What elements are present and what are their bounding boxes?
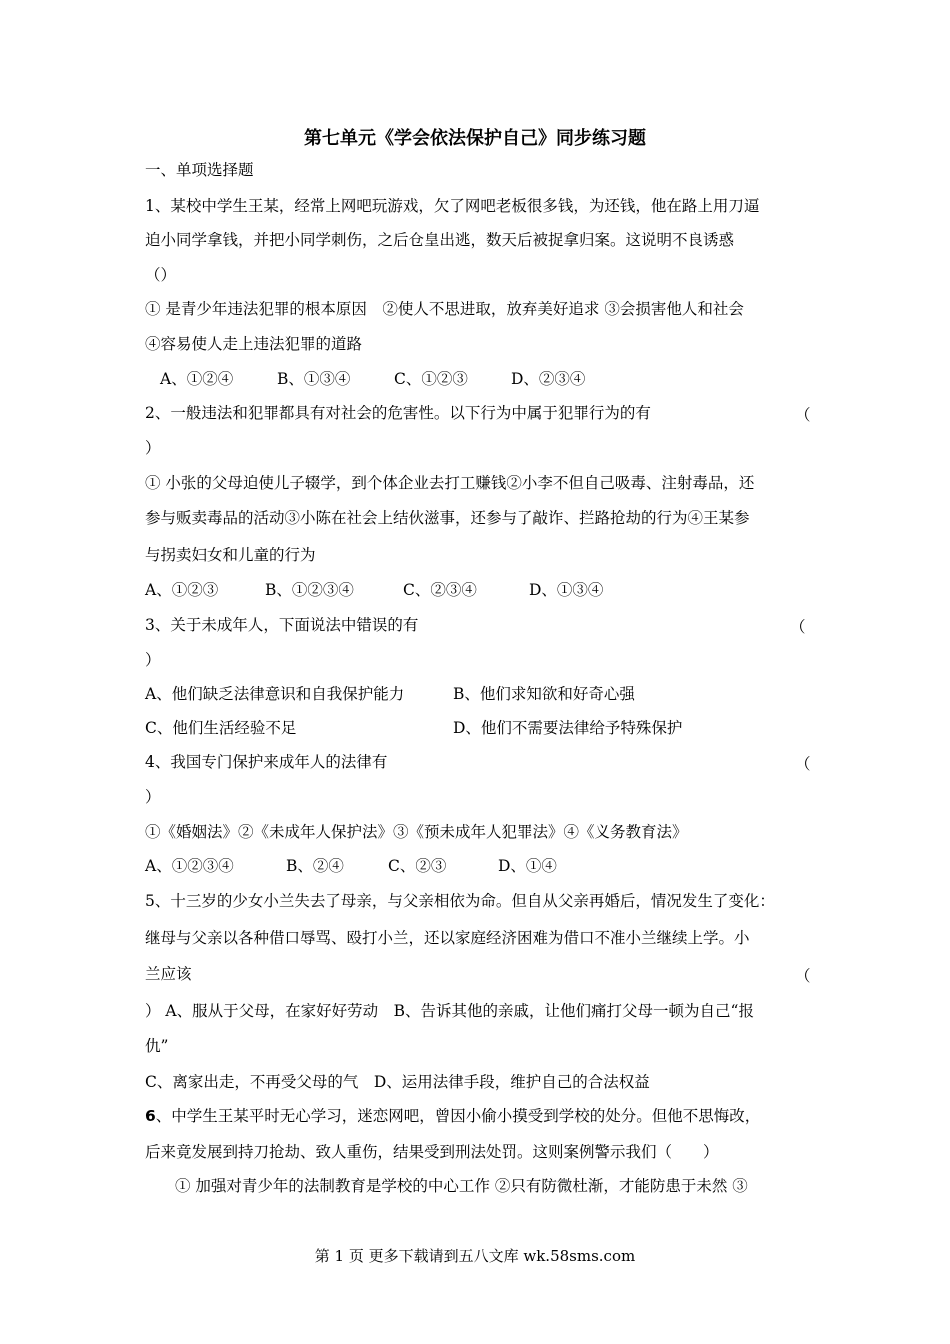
q1-option-d: D、②③④ [511,370,586,388]
page-footer: 第 1 页 更多下载请到五八文库 wk.58sms.com [314,1247,636,1265]
section-heading: 一、单项选择题 [145,161,254,179]
q2-line4: 参与贩卖毒品的活动③小陈在社会上结伙滋事，还参与了敲诈、拦路抢劫的行为④王某参 [145,509,750,527]
q6-line2: 后来竟发展到持刀抢劫、致人重伤，结果受到刑法处罚。这则案例警示我们（ ） [145,1143,719,1161]
q5-line6: C、离家出走，不再受父母的气 D、运用法律手段，维护自己的合法权益 [145,1073,650,1091]
page-title: 第七单元《学会依法保护自己》同步练习题 [304,128,646,149]
q5-line5: 仇” [145,1037,169,1055]
q3-paren-open: （ [790,618,806,636]
q4-option-c: C、②③ [388,857,447,875]
q5-line4: ） A、服从于父母，在家好好劳动 B、告诉其他的亲戚，让他们痛打父母一顿为自己“报 [145,1002,754,1020]
q1-line3: （） [145,266,177,284]
q5-line2: 继母与父亲以各种借口辱骂、殴打小兰，还以家庭经济困难为借口不准小兰继续上学。小 [145,929,750,947]
q4-line1: 4、我国专门保护来成年人的法律有 [145,753,388,771]
q4-line3: ①《婚姻法》②《未成年人保护法》③《预未成年人犯罪法》④《义务教育法》 [145,823,688,841]
q1-option-c: C、①②③ [394,370,468,388]
q1-line4: ① 是青少年违法犯罪的根本原因 ②使人不思进取，放弃美好追求 ③会损害他人和社会 [145,300,744,318]
q2-line5: 与拐卖妇女和儿童的行为 [145,546,316,564]
q2-line3: ① 小张的父母迫使儿子辍学，到个体企业去打工赚钱②小李不但自己吸毒、注射毒品，还 [145,474,755,492]
q3-option-c: C、他们生活经验不足 [145,719,297,737]
q4-options [145,856,557,876]
q5-line1: 5、十三岁的少女小兰失去了母亲，与父亲相依为命。但自从父亲再婚后，情况发生了变化： [145,892,775,910]
q1-option-a: A、①②④ [160,370,234,388]
q6-line1-text: 、中学生王某平时无心学习，迷恋网吧，曾因小偷小摸受到学校的处分。但他不思悔改， [155,1107,761,1125]
q4-paren-close: ） [145,788,161,806]
q4-option-b: B、②④ [286,857,344,875]
q4-paren-open: （ [795,755,811,773]
q5-paren-open: （ [795,967,811,985]
q3-option-b: B、他们求知欲和好奇心强 [453,685,635,703]
q2-paren-open: （ [795,406,811,424]
q3-option-d: D、他们不需要法律给予特殊保护 [453,719,683,737]
q2-paren-close: ） [145,439,161,457]
q1-line2: 迫小同学拿钱，并把小同学刺伤，之后仓皇出逃，数天后被捉拿归案。这说明不良诱惑 [145,231,735,249]
q1-line5: ④容易使人走上违法犯罪的道路 [145,335,363,353]
q3-paren-close: ） [145,651,161,669]
q2-option-d: D、①③④ [529,581,604,599]
q4-option-d: D、①④ [498,857,557,875]
q6-number: 6 [145,1107,156,1125]
q3-line1: 3、关于未成年人，下面说法中错误的有 [145,616,419,634]
q4-option-a: A、①②③④ [145,857,234,875]
q5-line3: 兰应该 [145,965,192,983]
q2-option-b: B、①②③④ [265,581,354,599]
q1-line1: 1、某校中学生王某，经常上网吧玩游戏，欠了网吧老板很多钱，为还钱，他在路上用刀逼 [145,197,760,215]
q1-options [160,369,585,389]
q3-option-a: A、他们缺乏法律意识和自我保护能力 [145,685,405,703]
q2-option-c: C、②③④ [403,581,477,599]
q6-line3: ① 加强对青少年的法制教育是学校的中心工作 ②只有防微杜渐，才能防患于未然 ③ [175,1177,748,1195]
q1-option-b: B、①③④ [277,370,351,388]
q2-option-a: A、①②③ [145,581,219,599]
q2-line1: 2、一般违法和犯罪都具有对社会的危害性。以下行为中属于犯罪行为的有 [145,404,651,422]
q2-options [145,580,603,600]
q6-line1 [145,1106,760,1126]
